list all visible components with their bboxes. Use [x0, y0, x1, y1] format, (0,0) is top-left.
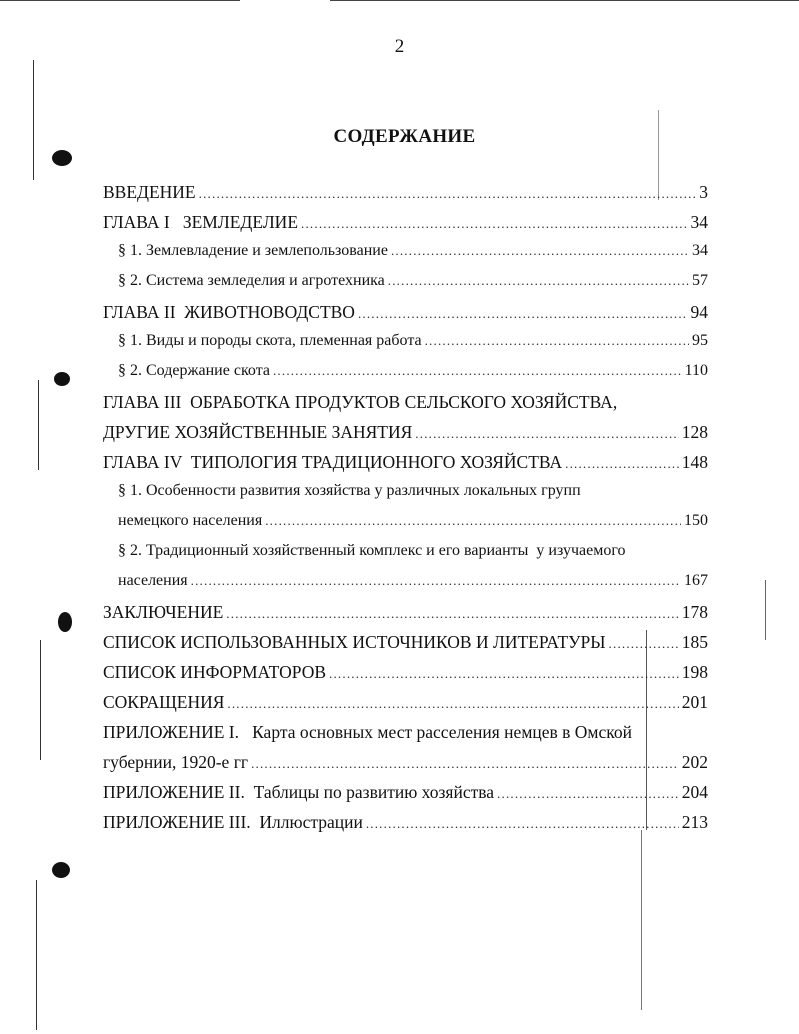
dot-leader	[497, 786, 679, 802]
scan-edge-line	[33, 60, 34, 180]
toc-entry-label: § 1. Виды и породы скота, племенная работа	[118, 332, 422, 349]
toc-entry-informants[interactable]	[103, 662, 708, 692]
toc-entry-label: ПРИЛОЖЕНИЕ I. Карта основных мест расселения немцев в Омской	[103, 722, 633, 742]
toc-page-number: 148	[681, 452, 708, 472]
dot-leader	[301, 216, 687, 232]
toc-page-number: 204	[681, 782, 708, 802]
toc-entry-section[interactable]	[103, 362, 708, 392]
toc-entry-label-continued: населения	[118, 572, 188, 589]
toc-entry-label: ПРИЛОЖЕНИЕ II. Таблицы по развитию хозяйства	[103, 782, 495, 802]
scan-blot	[54, 372, 70, 386]
dot-leader	[391, 243, 689, 259]
toc-page-number: 94	[690, 302, 708, 322]
dot-leader	[251, 756, 679, 772]
toc-entry-chapter-1[interactable]	[103, 212, 708, 242]
toc-entry-bibliography[interactable]	[103, 632, 708, 662]
dot-leader	[273, 363, 682, 379]
toc-entry-section[interactable]	[103, 542, 708, 572]
toc-page-number: 167	[684, 572, 708, 589]
toc-entry-label-continued: ДРУГИЕ ХОЗЯЙСТВЕННЫЕ ЗАНЯТИЯ	[103, 422, 413, 442]
toc-entry-label: ЗАКЛЮЧЕНИЕ	[103, 602, 224, 622]
scan-edge-line	[641, 830, 642, 1010]
scan-edge-line	[330, 0, 799, 1]
page-title: СОДЕРЖАНИЕ	[333, 126, 476, 147]
dot-leader	[609, 636, 679, 652]
dot-leader	[425, 333, 689, 349]
toc-page-number: 178	[681, 602, 708, 622]
scan-edge-line	[36, 880, 37, 1030]
toc-page-number: 213	[681, 812, 708, 832]
dot-leader	[265, 513, 681, 529]
scan-blot	[52, 150, 72, 166]
toc-page-number: 150	[684, 512, 708, 529]
toc-entry-label: ГЛАВА I ЗЕМЛЕДЕЛИЕ	[103, 212, 299, 232]
toc-entry-chapter-2[interactable]	[103, 302, 708, 332]
dot-leader	[358, 306, 688, 322]
toc-entry-label: ПРИЛОЖЕНИЕ III. Иллюстрации	[103, 812, 363, 832]
toc-entry-section[interactable]	[103, 272, 708, 302]
toc-entry-label: § 2. Система земледелия и агротехника	[118, 272, 385, 289]
toc-page-number: 202	[681, 752, 708, 772]
toc-entry-appendix-1[interactable]	[103, 722, 708, 752]
toc-entry-introduction[interactable]	[103, 182, 708, 212]
table-of-contents	[103, 182, 708, 842]
toc-entry-label: ВВЕДЕНИЕ	[103, 182, 196, 202]
toc-entry-section[interactable]	[103, 482, 708, 512]
toc-entry-appendix-1-cont[interactable]	[103, 752, 708, 782]
dot-leader	[565, 456, 679, 472]
toc-entry-label: § 1. Землевладение и землепользование	[118, 242, 388, 259]
toc-entry-section[interactable]	[103, 332, 708, 362]
toc-page-number: 110	[684, 362, 708, 379]
toc-page-number: 128	[681, 422, 708, 442]
dot-leader	[227, 696, 678, 712]
toc-entry-label-continued: губернии, 1920-е гг	[103, 752, 249, 772]
scan-edge-line	[38, 380, 39, 470]
toc-entry-label: § 2. Традиционный хозяйственный комплекс и его варианты у изучаемого	[118, 542, 626, 559]
toc-entry-label: § 1. Особенности развития хозяйства у различных локальных групп	[118, 482, 581, 499]
scan-edge-line	[765, 580, 766, 640]
dot-leader	[329, 666, 679, 682]
toc-page-number: 3	[699, 182, 708, 202]
toc-entry-chapter-4[interactable]	[103, 452, 708, 482]
scan-edge-line	[0, 0, 240, 1]
scan-edge-line	[40, 640, 41, 760]
toc-entry-label-continued: немецкого населения	[118, 512, 263, 529]
toc-entry-label: СПИСОК ИСПОЛЬЗОВАННЫХ ИСТОЧНИКОВ И ЛИТЕРАТУРЫ	[103, 632, 606, 652]
toc-page-number: 185	[681, 632, 708, 652]
dot-leader	[191, 573, 681, 589]
toc-entry-label: § 2. Содержание скота	[118, 362, 270, 379]
toc-entry-label: СОКРАЩЕНИЯ	[103, 692, 225, 712]
toc-entry-abbreviations[interactable]	[103, 692, 708, 722]
toc-page-number: 57	[692, 272, 708, 289]
dot-leader	[226, 606, 678, 622]
toc-entry-conclusion[interactable]	[103, 602, 708, 632]
toc-entry-appendix-3[interactable]	[103, 812, 708, 842]
toc-entry-label: ГЛАВА III ОБРАБОТКА ПРОДУКТОВ СЕЛЬСКОГО ХОЗЯЙСТВА,	[103, 392, 618, 412]
toc-entry-chapter-3-cont[interactable]	[103, 422, 708, 452]
toc-entry-section[interactable]	[103, 242, 708, 272]
toc-page-number: 201	[681, 692, 708, 712]
toc-entry-label: СПИСОК ИНФОРМАТОРОВ	[103, 662, 327, 682]
toc-entry-label: ГЛАВА II ЖИВОТНОВОДСТВО	[103, 302, 355, 322]
scan-blot	[52, 862, 70, 878]
dot-leader	[388, 273, 689, 289]
toc-entry-chapter-3[interactable]	[103, 392, 708, 422]
dot-leader	[415, 426, 678, 442]
page-number: 2	[394, 36, 405, 57]
toc-entry-section-cont[interactable]	[103, 512, 708, 542]
dot-leader	[366, 816, 679, 832]
dot-leader	[199, 186, 697, 202]
toc-page-number: 95	[692, 332, 708, 349]
toc-entry-label: ГЛАВА IV ТИПОЛОГИЯ ТРАДИЦИОННОГО ХОЗЯЙСТВА	[103, 452, 563, 472]
scan-blot	[58, 612, 72, 632]
toc-entry-section-cont[interactable]	[103, 572, 708, 602]
toc-entry-appendix-2[interactable]	[103, 782, 708, 812]
toc-page-number: 198	[681, 662, 708, 682]
toc-page-number: 34	[692, 242, 708, 259]
toc-page-number: 34	[690, 212, 708, 232]
